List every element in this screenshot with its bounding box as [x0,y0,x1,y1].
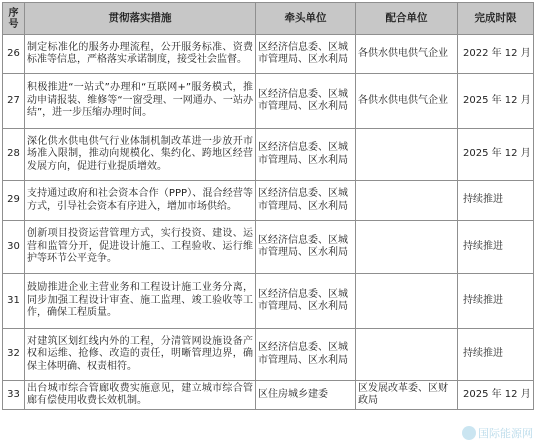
row-deadline: 持续推进 [458,221,534,274]
row-deadline: 持续推进 [458,274,534,329]
row-lead-unit: 区经济信息委、区城市管理局、区水利局 [256,329,356,381]
row-deadline: 持续推进 [458,329,534,381]
row-lead-unit: 区经济信息委、区城市管理局、区水利局 [256,35,356,74]
row-measure: 制定标准化的服务办理流程，公开服务标准、资费标准等信息，严格落实承诺制度，接受社会监督。 [25,35,256,74]
row-lead-unit: 区经济信息委、区城市管理局、区水利局 [256,181,356,221]
row-number: 33 [3,381,25,410]
watermark-logo-icon [462,426,476,440]
row-coop-unit [356,129,458,181]
row-number: 31 [3,274,25,329]
row-lead-unit: 区经济信息委、区城市管理局、区水利局 [256,221,356,274]
row-number: 30 [3,221,25,274]
row-deadline: 2025 年 12 月 [458,74,534,129]
row-coop-unit [356,221,458,274]
row-lead-unit: 区住房城乡建委 [256,381,356,410]
header-deadline: 完成时限 [458,3,534,35]
header-number-line1: 序 [8,7,19,19]
table-row [3,74,534,129]
table-row [3,181,534,221]
table-row [3,221,534,274]
row-coop-unit: 各供水供电供气企业 [356,74,458,129]
measures-table [2,2,534,410]
row-deadline: 2025 年 12 月 [458,381,534,410]
row-number: 28 [3,129,25,181]
row-coop-unit [356,181,458,221]
table-row [3,329,534,381]
watermark-text: 国际能源网 [478,427,533,440]
row-number: 27 [3,74,25,129]
row-number: 32 [3,329,25,381]
table-row [3,35,534,74]
row-deadline: 2025 年 12 月 [458,129,534,181]
row-measure: 积极推进“一站式”办理和“互联网+”服务模式，推动申请报装、维修等“一窗受理、一网通办、一站办结”，进一步压缩办理时间。 [25,74,256,129]
row-lead-unit: 区经济信息委、区城市管理局、区水利局 [256,129,356,181]
row-measure: 对建筑区划红线内外的工程，分清管网设施设备产权和运维、抢修、改造的责任，明晰管理边界，确保主体明确、权责相符。 [25,329,256,381]
row-number: 29 [3,181,25,221]
row-measure: 鼓励推进企业主营业务和工程设计施工业务分离，同步加强工程设计审查、施工监理、竣工验收等工作，确保工程质量。 [25,274,256,329]
table-row [3,274,534,329]
header-lead-unit: 牵头单位 [256,3,356,35]
header-measure: 贯彻落实措施 [25,3,256,35]
header-number [3,3,25,35]
row-measure: 深化供水供电供气行业体制机制改革进一步放开市场准入限制，推动向规模化、集约化、跨地区经营发展方向，促进行业提质增效。 [25,129,256,181]
row-coop-unit: 各供水供电供气企业 [356,35,458,74]
row-deadline: 2022 年 12 月 [458,35,534,74]
watermark [462,425,533,441]
row-deadline: 持续推进 [458,181,534,221]
row-measure: 支持通过政府和社会资本合作（PPP）、混合经营等方式，引导社会资本有序进入，增加市场供给。 [25,181,256,221]
row-lead-unit: 区经济信息委、区城市管理局、区水利局 [256,274,356,329]
header-number-line2: 号 [8,18,19,30]
table-row [3,129,534,181]
row-number: 26 [3,35,25,74]
row-measure: 出台城市综合管廊收费实施意见，建立城市综合管廊有偿使用收费长效机制。 [25,381,256,410]
row-coop-unit [356,329,458,381]
row-lead-unit: 区经济信息委、区城市管理局、区水利局 [256,74,356,129]
row-measure: 创新项目投资运营管理方式，实行投资、建设、运营和监管分开，促进设计施工、工程验收、运行维护等环节公平竞争。 [25,221,256,274]
header-coop-unit: 配合单位 [356,3,458,35]
row-coop-unit: 区发展改革委、区财政局 [356,381,458,410]
table-header-row [3,3,534,35]
table-row [3,381,534,410]
row-coop-unit [356,274,458,329]
